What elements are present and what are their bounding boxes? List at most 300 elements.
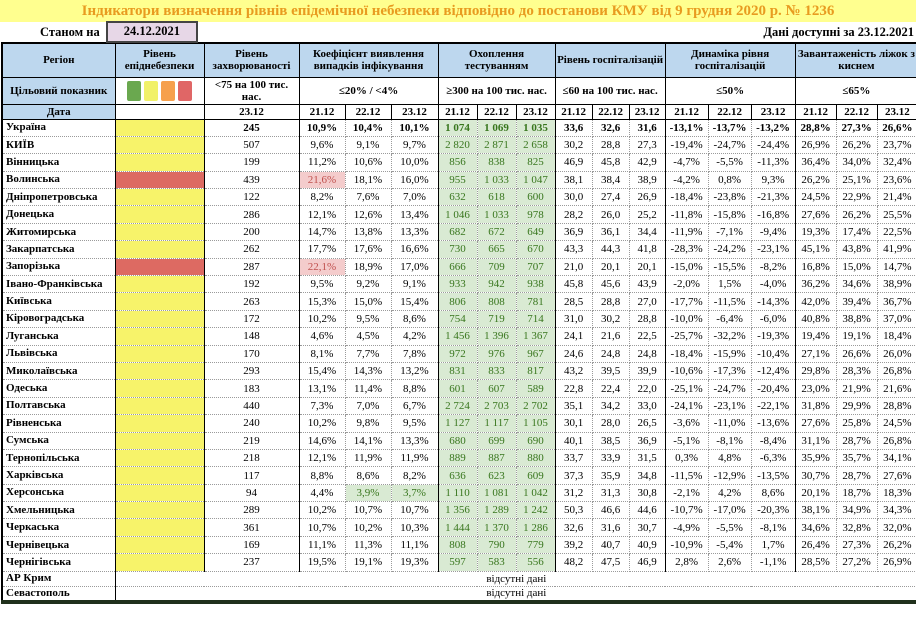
cell-oxygen-beds: 37,0% <box>877 310 916 327</box>
table-row <box>2 345 916 362</box>
cell-morbidity: 245 <box>204 119 299 136</box>
as-of-label: Станом на <box>40 24 100 39</box>
cell-oxygen-beds: 38,8% <box>836 310 877 327</box>
date-cell: 23.12 <box>877 104 916 119</box>
cell-detection: 7,7% <box>345 345 391 362</box>
cell-oxygen-beds: 15,0% <box>836 258 877 275</box>
cell-testing: 709 <box>477 258 516 275</box>
target-testing: ≥300 на 100 тис. нас. <box>438 77 555 104</box>
date-cell: 22.12 <box>345 104 391 119</box>
cell-testing: 808 <box>477 293 516 310</box>
cell-region: АР Крим <box>2 571 115 586</box>
cell-no-data: відсутні дані <box>115 586 916 602</box>
cell-hospital-dynamics: -15,9% <box>708 345 751 362</box>
cell-danger-level <box>115 223 204 240</box>
cell-hospital-dynamics: -19,4% <box>665 136 708 153</box>
cell-oxygen-beds: 43,8% <box>836 241 877 258</box>
cell-detection: 13,4% <box>391 206 438 223</box>
cell-region: Дніпропетровська <box>2 189 115 206</box>
cell-hospitalization: 36,1 <box>592 223 629 240</box>
cell-detection: 8,8% <box>299 467 345 484</box>
cell-detection: 8,1% <box>299 345 345 362</box>
cell-testing: 707 <box>516 258 555 275</box>
page-title: Індикатори визначення рівнів епідемічної небезпеки відповідно до постанови КМУ від 9 грудня 2020 р. № 1236 <box>0 0 916 22</box>
cell-testing: 649 <box>516 223 555 240</box>
cell-detection: 8,6% <box>391 310 438 327</box>
cell-hospital-dynamics: -5,4% <box>708 536 751 553</box>
cell-morbidity: 440 <box>204 397 299 414</box>
cell-testing: 1 105 <box>516 415 555 432</box>
cell-hospitalization: 46,9 <box>629 554 665 571</box>
date-row-label: Дата <box>2 104 115 119</box>
cell-danger-level <box>115 328 204 345</box>
danger-legend-cell <box>115 77 204 104</box>
cell-detection: 6,7% <box>391 397 438 414</box>
cell-morbidity: 293 <box>204 362 299 379</box>
cell-detection: 17,0% <box>391 258 438 275</box>
cell-hospitalization: 31,3 <box>592 484 629 501</box>
cell-hospital-dynamics: -10,4% <box>751 345 795 362</box>
cell-detection: 11,3% <box>345 536 391 553</box>
table-row <box>2 136 916 153</box>
cell-detection: 21,6% <box>299 171 345 188</box>
cell-no-data: відсутні дані <box>115 571 916 586</box>
cell-hospital-dynamics: -10,0% <box>665 310 708 327</box>
cell-hospitalization: 30,1 <box>555 415 592 432</box>
cell-hospital-dynamics: -8,2% <box>751 258 795 275</box>
cell-danger-level <box>115 502 204 519</box>
table-row <box>2 189 916 206</box>
cell-testing: 825 <box>516 154 555 171</box>
cell-region: Чернігівська <box>2 554 115 571</box>
cell-hospital-dynamics: -2,0% <box>665 276 708 293</box>
cell-danger-level <box>115 397 204 414</box>
table-row <box>2 276 916 293</box>
cell-oxygen-beds: 31,8% <box>795 397 836 414</box>
cell-detection: 11,1% <box>299 536 345 553</box>
cell-hospital-dynamics: -8,4% <box>751 432 795 449</box>
cell-oxygen-beds: 26,9% <box>877 554 916 571</box>
cell-morbidity: 219 <box>204 432 299 449</box>
cell-danger-level <box>115 241 204 258</box>
cell-morbidity: 200 <box>204 223 299 240</box>
cell-hospital-dynamics: -11,5% <box>665 467 708 484</box>
cell-hospitalization: 31,6 <box>592 519 629 536</box>
cell-testing: 719 <box>477 310 516 327</box>
table-row <box>2 571 916 586</box>
cell-region: Хмельницька <box>2 502 115 519</box>
cell-oxygen-beds: 17,4% <box>836 223 877 240</box>
danger-level-legend <box>117 81 203 101</box>
cell-region: Закарпатська <box>2 241 115 258</box>
cell-testing: 1 081 <box>477 484 516 501</box>
cell-oxygen-beds: 36,7% <box>877 293 916 310</box>
cell-oxygen-beds: 28,7% <box>836 467 877 484</box>
cell-hospitalization: 36,9 <box>629 432 665 449</box>
cell-hospital-dynamics: -10,6% <box>665 362 708 379</box>
cell-detection: 9,5% <box>391 415 438 432</box>
cell-detection: 3,7% <box>391 484 438 501</box>
table-row <box>2 380 916 397</box>
cell-oxygen-beds: 21,6% <box>877 380 916 397</box>
cell-testing: 781 <box>516 293 555 310</box>
cell-testing: 1 033 <box>477 206 516 223</box>
cell-oxygen-beds: 18,3% <box>877 484 916 501</box>
cell-hospital-dynamics: -12,9% <box>708 467 751 484</box>
cell-region: Миколаївська <box>2 362 115 379</box>
table-row <box>2 206 916 223</box>
cell-testing: 1 074 <box>438 119 477 136</box>
cell-oxygen-beds: 22,5% <box>877 223 916 240</box>
cell-hospital-dynamics: -13,5% <box>751 467 795 484</box>
table-row <box>2 502 916 519</box>
cell-danger-level <box>115 276 204 293</box>
cell-oxygen-beds: 34,1% <box>877 449 916 466</box>
cell-morbidity: 172 <box>204 310 299 327</box>
cell-hospitalization: 45,6 <box>592 276 629 293</box>
cell-detection: 9,6% <box>299 136 345 153</box>
table-row <box>2 328 916 345</box>
cell-hospital-dynamics: -9,4% <box>751 223 795 240</box>
cell-danger-level <box>115 415 204 432</box>
cell-detection: 9,1% <box>345 136 391 153</box>
cell-region: Херсонська <box>2 484 115 501</box>
cell-testing: 1 356 <box>438 502 477 519</box>
table-row <box>2 415 916 432</box>
cell-testing: 754 <box>438 310 477 327</box>
cell-detection: 4,2% <box>391 328 438 345</box>
cell-testing: 730 <box>438 241 477 258</box>
cell-oxygen-beds: 32,0% <box>877 519 916 536</box>
cell-testing: 779 <box>516 536 555 553</box>
cell-detection: 13,3% <box>391 223 438 240</box>
date-cell: 22.12 <box>708 104 751 119</box>
cell-testing: 1 035 <box>516 119 555 136</box>
cell-region: Сумська <box>2 432 115 449</box>
cell-morbidity: 170 <box>204 345 299 362</box>
table-row <box>2 397 916 414</box>
target-hospitalization: ≤60 на 100 тис. нас. <box>555 77 665 104</box>
cell-oxygen-beds: 29,9% <box>836 397 877 414</box>
cell-testing: 690 <box>516 432 555 449</box>
cell-detection: 10,7% <box>299 519 345 536</box>
cell-testing: 1 042 <box>516 484 555 501</box>
cell-region: Харківська <box>2 467 115 484</box>
cell-hospital-dynamics: -15,0% <box>665 258 708 275</box>
cell-region: Одеська <box>2 380 115 397</box>
cell-detection: 9,2% <box>345 276 391 293</box>
cell-oxygen-beds: 21,9% <box>836 380 877 397</box>
table-row <box>2 449 916 466</box>
cell-hospitalization: 31,5 <box>629 449 665 466</box>
cell-oxygen-beds: 25,5% <box>877 206 916 223</box>
target-detection: ≤20% / <4% <box>299 77 438 104</box>
table-row <box>2 171 916 188</box>
cell-hospital-dynamics: 1,5% <box>708 276 751 293</box>
date-cell: 22.12 <box>836 104 877 119</box>
cell-detection: 9,5% <box>299 276 345 293</box>
date-cell: 23.12 <box>751 104 795 119</box>
cell-hospitalization: 37,3 <box>555 467 592 484</box>
cell-oxygen-beds: 34,0% <box>836 154 877 171</box>
cell-testing: 2 703 <box>477 397 516 414</box>
cell-testing: 1 046 <box>438 206 477 223</box>
cell-hospitalization: 40,1 <box>555 432 592 449</box>
cell-hospital-dynamics: -24,1% <box>665 397 708 414</box>
cell-testing: 672 <box>477 223 516 240</box>
cell-detection: 8,2% <box>299 189 345 206</box>
cell-hospitalization: 27,3 <box>629 136 665 153</box>
cell-hospitalization: 24,1 <box>555 328 592 345</box>
cell-hospitalization: 36,9 <box>555 223 592 240</box>
cell-oxygen-beds: 19,4% <box>795 328 836 345</box>
cell-detection: 13,8% <box>345 223 391 240</box>
cell-hospitalization: 31,0 <box>555 310 592 327</box>
cell-detection: 10,2% <box>299 502 345 519</box>
cell-region: Чернівецька <box>2 536 115 553</box>
cell-oxygen-beds: 23,0% <box>795 380 836 397</box>
cell-danger-level <box>115 310 204 327</box>
cell-region: Волинська <box>2 171 115 188</box>
cell-hospitalization: 22,4 <box>592 380 629 397</box>
cell-hospital-dynamics: -22,1% <box>751 397 795 414</box>
cell-detection: 10,2% <box>299 310 345 327</box>
cell-hospital-dynamics: -13,7% <box>708 119 751 136</box>
cell-detection: 8,6% <box>345 467 391 484</box>
cell-detection: 11,4% <box>345 380 391 397</box>
cell-testing: 955 <box>438 171 477 188</box>
cell-testing: 1 367 <box>516 328 555 345</box>
legend-swatch-green <box>127 81 141 101</box>
cell-testing: 556 <box>516 554 555 571</box>
cell-oxygen-beds: 19,1% <box>836 328 877 345</box>
cell-oxygen-beds: 36,4% <box>795 154 836 171</box>
cell-testing: 972 <box>438 345 477 362</box>
cell-oxygen-beds: 23,7% <box>877 136 916 153</box>
cell-detection: 7,0% <box>345 397 391 414</box>
cell-hospitalization: 39,2 <box>555 536 592 553</box>
cell-region: Івано-Франківська <box>2 276 115 293</box>
legend-swatch-red <box>178 81 192 101</box>
cell-testing: 1 289 <box>477 502 516 519</box>
cell-danger-level <box>115 258 204 275</box>
cell-hospital-dynamics: -5,5% <box>708 154 751 171</box>
cell-hospital-dynamics: -17,0% <box>708 502 751 519</box>
cell-testing: 1 456 <box>438 328 477 345</box>
cell-morbidity: 192 <box>204 276 299 293</box>
cell-testing: 609 <box>516 467 555 484</box>
cell-region: Донецька <box>2 206 115 223</box>
cell-hospital-dynamics: -1,1% <box>751 554 795 571</box>
cell-oxygen-beds: 28,8% <box>795 119 836 136</box>
cell-hospital-dynamics: 4,8% <box>708 449 751 466</box>
cell-morbidity: 183 <box>204 380 299 397</box>
cell-oxygen-beds: 26,2% <box>836 136 877 153</box>
cell-oxygen-beds: 38,9% <box>877 276 916 293</box>
cell-morbidity: 218 <box>204 449 299 466</box>
cell-hospitalization: 44,3 <box>592 241 629 258</box>
cell-hospitalization: 34,4 <box>629 223 665 240</box>
cell-detection: 9,8% <box>345 415 391 432</box>
cell-hospitalization: 30,8 <box>629 484 665 501</box>
cell-testing: 607 <box>477 380 516 397</box>
cell-detection: 10,7% <box>345 502 391 519</box>
cell-danger-level <box>115 467 204 484</box>
cell-hospital-dynamics: -19,3% <box>751 328 795 345</box>
cell-oxygen-beds: 27,6% <box>795 415 836 432</box>
cell-hospital-dynamics: -13,1% <box>665 119 708 136</box>
table-row <box>2 519 916 536</box>
cell-hospital-dynamics: -17,7% <box>665 293 708 310</box>
cell-oxygen-beds: 16,8% <box>795 258 836 275</box>
cell-detection: 12,6% <box>345 206 391 223</box>
table-row <box>2 536 916 553</box>
cell-testing: 790 <box>477 536 516 553</box>
cell-hospitalization: 40,7 <box>592 536 629 553</box>
cell-hospitalization: 45,8 <box>555 276 592 293</box>
cell-region: Вінницька <box>2 154 115 171</box>
cell-oxygen-beds: 32,4% <box>877 154 916 171</box>
cell-hospitalization: 35,9 <box>592 467 629 484</box>
cell-testing: 600 <box>516 189 555 206</box>
cell-testing: 623 <box>477 467 516 484</box>
cell-testing: 680 <box>438 432 477 449</box>
cell-testing: 632 <box>438 189 477 206</box>
cell-detection: 9,5% <box>345 310 391 327</box>
cell-morbidity: 148 <box>204 328 299 345</box>
cell-detection: 16,6% <box>391 241 438 258</box>
indicators-table <box>1 42 916 604</box>
cell-oxygen-beds: 23,6% <box>877 171 916 188</box>
cell-oxygen-beds: 22,9% <box>836 189 877 206</box>
cell-oxygen-beds: 28,7% <box>836 432 877 449</box>
cell-hospitalization: 22,0 <box>629 380 665 397</box>
cell-oxygen-beds: 27,3% <box>836 536 877 553</box>
cell-oxygen-beds: 21,4% <box>877 189 916 206</box>
cell-detection: 9,1% <box>391 276 438 293</box>
cell-hospital-dynamics: -12,4% <box>751 362 795 379</box>
cell-detection: 11,2% <box>299 154 345 171</box>
cell-oxygen-beds: 41,9% <box>877 241 916 258</box>
table-row <box>2 554 916 571</box>
cell-region: Запорізька <box>2 258 115 275</box>
cell-testing: 583 <box>477 554 516 571</box>
cell-testing: 817 <box>516 362 555 379</box>
cell-hospitalization: 50,3 <box>555 502 592 519</box>
cell-oxygen-beds: 28,8% <box>877 397 916 414</box>
cell-testing: 1 286 <box>516 519 555 536</box>
as-of-date-box[interactable]: 24.12.2021 <box>106 21 198 43</box>
date-cell: 21.12 <box>299 104 345 119</box>
cell-morbidity: 361 <box>204 519 299 536</box>
cell-oxygen-beds: 34,9% <box>836 502 877 519</box>
cell-hospital-dynamics: -6,3% <box>751 449 795 466</box>
legend-swatch-yellow <box>144 81 158 101</box>
cell-testing: 880 <box>516 449 555 466</box>
date-cell: 22.12 <box>592 104 629 119</box>
cell-oxygen-beds: 42,0% <box>795 293 836 310</box>
date-cell: 23.12 <box>516 104 555 119</box>
cell-region: Тернопільська <box>2 449 115 466</box>
cell-detection: 10,7% <box>391 502 438 519</box>
cell-detection: 15,0% <box>345 293 391 310</box>
cell-hospitalization: 20,1 <box>592 258 629 275</box>
cell-oxygen-beds: 35,7% <box>836 449 877 466</box>
cell-testing: 699 <box>477 432 516 449</box>
cell-oxygen-beds: 35,9% <box>795 449 836 466</box>
cell-detection: 13,2% <box>391 362 438 379</box>
cell-hospital-dynamics: 0,3% <box>665 449 708 466</box>
table-row <box>2 258 916 275</box>
cell-detection: 11,9% <box>345 449 391 466</box>
cell-oxygen-beds: 26,2% <box>877 536 916 553</box>
cell-danger-level <box>115 380 204 397</box>
cell-hospital-dynamics: -24,2% <box>708 241 751 258</box>
cell-hospitalization: 22,8 <box>555 380 592 397</box>
cell-detection: 10,0% <box>391 154 438 171</box>
cell-morbidity: 94 <box>204 484 299 501</box>
cell-detection: 19,1% <box>345 554 391 571</box>
date-cell: 23.12 <box>391 104 438 119</box>
cell-hospital-dynamics: 0,8% <box>708 171 751 188</box>
cell-hospitalization: 22,5 <box>629 328 665 345</box>
cell-testing: 938 <box>516 276 555 293</box>
cell-oxygen-beds: 18,4% <box>877 328 916 345</box>
cell-hospitalization: 43,2 <box>555 362 592 379</box>
cell-hospitalization: 30,7 <box>629 519 665 536</box>
cell-hospitalization: 28,2 <box>555 206 592 223</box>
date-cell: 22.12 <box>477 104 516 119</box>
cell-hospitalization: 47,5 <box>592 554 629 571</box>
table-row <box>2 586 916 602</box>
cell-hospital-dynamics: -25,1% <box>665 380 708 397</box>
cell-hospital-dynamics: -11,9% <box>665 223 708 240</box>
cell-detection: 15,4% <box>391 293 438 310</box>
cell-hospitalization: 31,2 <box>555 484 592 501</box>
cell-detection: 7,0% <box>391 189 438 206</box>
cell-hospitalization: 43,9 <box>629 276 665 293</box>
cell-detection: 8,2% <box>391 467 438 484</box>
cell-testing: 1 117 <box>477 415 516 432</box>
cell-morbidity: 122 <box>204 189 299 206</box>
cell-testing: 831 <box>438 362 477 379</box>
cell-hospital-dynamics: -23,1% <box>751 241 795 258</box>
date-danger-empty <box>115 104 204 119</box>
cell-testing: 670 <box>516 241 555 258</box>
cell-danger-level <box>115 345 204 362</box>
cell-hospitalization: 34,8 <box>629 467 665 484</box>
cell-morbidity: 117 <box>204 467 299 484</box>
date-cell: 21.12 <box>555 104 592 119</box>
cell-oxygen-beds: 27,6% <box>877 467 916 484</box>
cell-testing: 2 724 <box>438 397 477 414</box>
cell-hospitalization: 38,9 <box>629 171 665 188</box>
cell-danger-level <box>115 362 204 379</box>
cell-danger-level <box>115 119 204 136</box>
cell-region: Київська <box>2 293 115 310</box>
cell-hospital-dynamics: 2,6% <box>708 554 751 571</box>
cell-testing: 1 047 <box>516 171 555 188</box>
cell-morbidity: 199 <box>204 154 299 171</box>
cell-hospital-dynamics: -6,4% <box>708 310 751 327</box>
cell-morbidity: 507 <box>204 136 299 153</box>
cell-detection: 4,6% <box>299 328 345 345</box>
table-row <box>2 432 916 449</box>
cell-oxygen-beds: 34,6% <box>836 276 877 293</box>
cell-hospital-dynamics: -7,1% <box>708 223 751 240</box>
cell-hospitalization: 43,3 <box>555 241 592 258</box>
cell-morbidity: 169 <box>204 536 299 553</box>
